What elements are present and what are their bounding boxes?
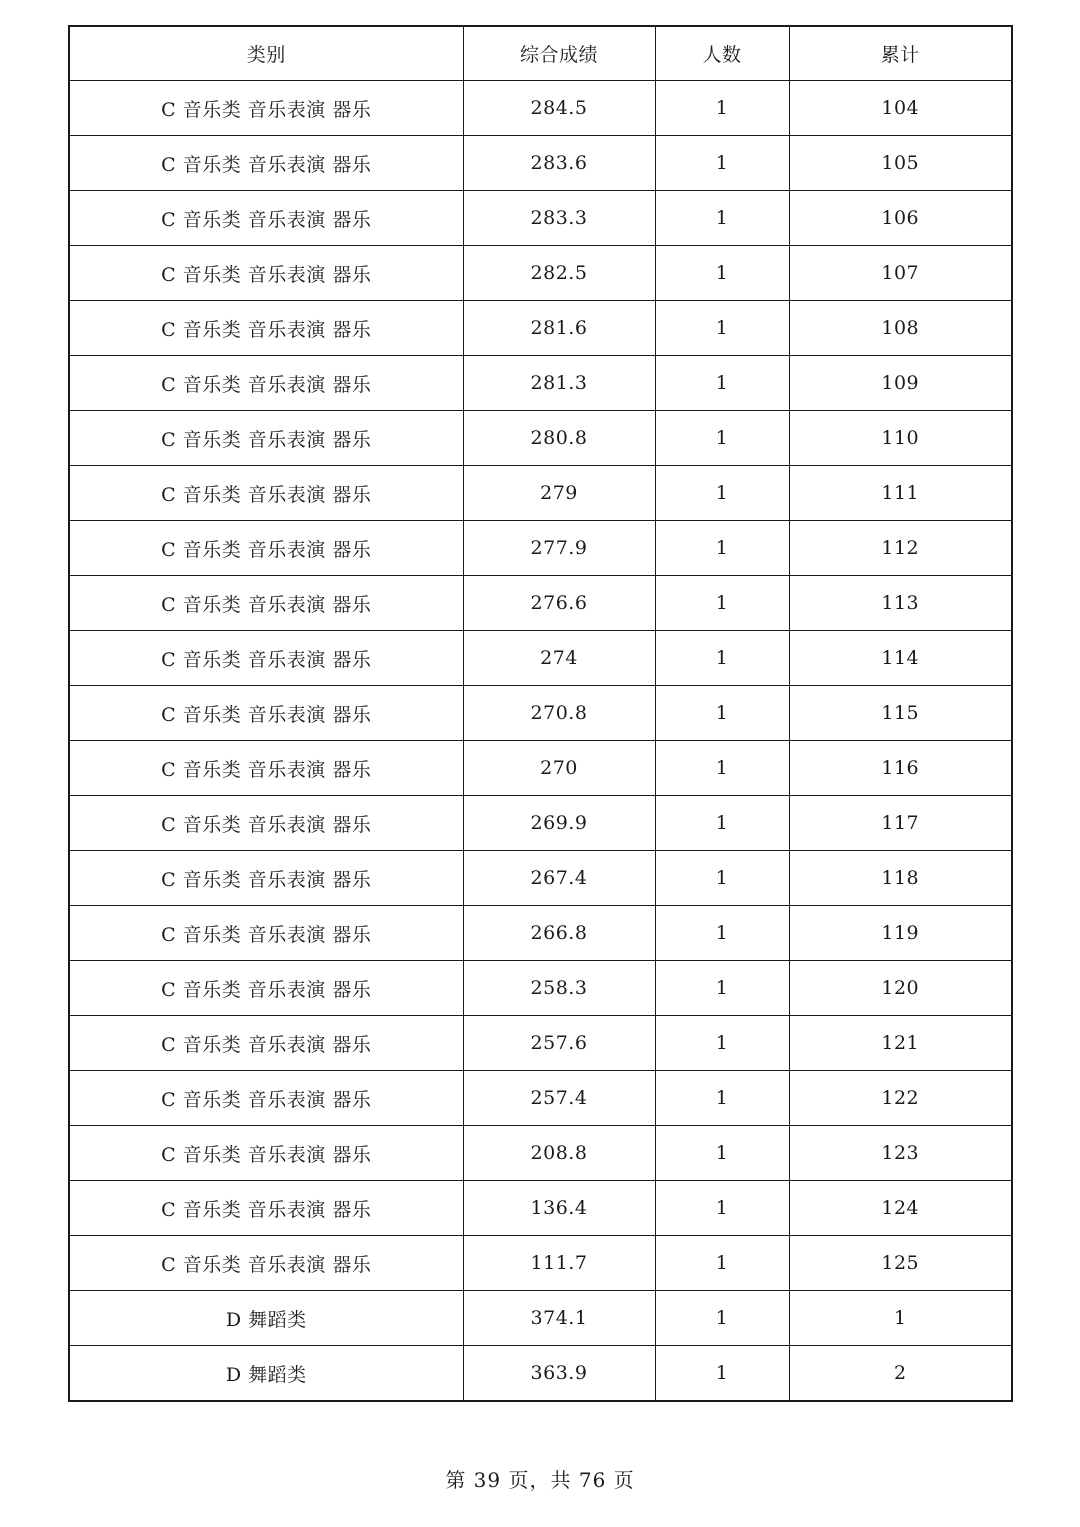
score-cell: 266.8 (463, 906, 655, 961)
cumulative-cell: 125 (789, 1236, 1012, 1291)
category-cell: C 音乐类 音乐表演 器乐 (69, 1071, 463, 1126)
table-row (69, 466, 1012, 521)
score-cell: 111.7 (463, 1236, 655, 1291)
table-row (69, 796, 1012, 851)
category-cell: C 音乐类 音乐表演 器乐 (69, 741, 463, 796)
score-cell: 270 (463, 741, 655, 796)
cumulative-cell: 117 (789, 796, 1012, 851)
cumulative-cell: 121 (789, 1016, 1012, 1071)
count-cell: 1 (655, 906, 789, 961)
score-cell: 277.9 (463, 521, 655, 576)
count-cell: 1 (655, 796, 789, 851)
table-row (69, 1291, 1012, 1346)
score-cell: 279 (463, 466, 655, 521)
table-row (69, 191, 1012, 246)
score-cell: 136.4 (463, 1181, 655, 1236)
header-cumulative: 累计 (789, 26, 1012, 81)
cumulative-cell: 110 (789, 411, 1012, 466)
category-cell: C 音乐类 音乐表演 器乐 (69, 136, 463, 191)
category-cell: D 舞蹈类 (69, 1346, 463, 1402)
score-cell: 258.3 (463, 961, 655, 1016)
table-row (69, 1236, 1012, 1291)
count-cell: 1 (655, 136, 789, 191)
table-row (69, 961, 1012, 1016)
table-row (69, 301, 1012, 356)
score-cell: 208.8 (463, 1126, 655, 1181)
table-row (69, 741, 1012, 796)
table-row (69, 1071, 1012, 1126)
count-cell: 1 (655, 466, 789, 521)
category-cell: C 音乐类 音乐表演 器乐 (69, 796, 463, 851)
cumulative-cell: 113 (789, 576, 1012, 631)
count-cell: 1 (655, 411, 789, 466)
table-row (69, 906, 1012, 961)
count-cell: 1 (655, 851, 789, 906)
category-cell: C 音乐类 音乐表演 器乐 (69, 191, 463, 246)
cumulative-cell: 120 (789, 961, 1012, 1016)
table-row (69, 1016, 1012, 1071)
table-row (69, 1346, 1012, 1402)
category-cell: C 音乐类 音乐表演 器乐 (69, 906, 463, 961)
cumulative-cell: 108 (789, 301, 1012, 356)
count-cell: 1 (655, 631, 789, 686)
cumulative-cell: 122 (789, 1071, 1012, 1126)
category-cell: C 音乐类 音乐表演 器乐 (69, 301, 463, 356)
table-row (69, 1181, 1012, 1236)
count-cell: 1 (655, 191, 789, 246)
category-cell: D 舞蹈类 (69, 1291, 463, 1346)
count-cell: 1 (655, 1126, 789, 1181)
score-cell: 363.9 (463, 1346, 655, 1402)
score-cell: 281.6 (463, 301, 655, 356)
header-score: 综合成绩 (463, 26, 655, 81)
count-cell: 1 (655, 246, 789, 301)
category-cell: C 音乐类 音乐表演 器乐 (69, 1181, 463, 1236)
score-cell: 283.6 (463, 136, 655, 191)
table-row (69, 81, 1012, 136)
table-header-row (69, 26, 1012, 81)
cumulative-cell: 107 (789, 246, 1012, 301)
cumulative-cell: 123 (789, 1126, 1012, 1181)
count-cell: 1 (655, 1346, 789, 1402)
score-cell: 281.3 (463, 356, 655, 411)
header-count: 人数 (655, 26, 789, 81)
cumulative-cell: 2 (789, 1346, 1012, 1402)
cumulative-cell: 112 (789, 521, 1012, 576)
table-row (69, 356, 1012, 411)
category-cell: C 音乐类 音乐表演 器乐 (69, 81, 463, 136)
cumulative-cell: 1 (789, 1291, 1012, 1346)
cumulative-cell: 118 (789, 851, 1012, 906)
table-row (69, 631, 1012, 686)
category-cell: C 音乐类 音乐表演 器乐 (69, 356, 463, 411)
score-cell: 282.5 (463, 246, 655, 301)
category-cell: C 音乐类 音乐表演 器乐 (69, 466, 463, 521)
score-cell: 284.5 (463, 81, 655, 136)
category-cell: C 音乐类 音乐表演 器乐 (69, 576, 463, 631)
count-cell: 1 (655, 686, 789, 741)
cumulative-cell: 111 (789, 466, 1012, 521)
count-cell: 1 (655, 1291, 789, 1346)
category-cell: C 音乐类 音乐表演 器乐 (69, 961, 463, 1016)
score-cell: 374.1 (463, 1291, 655, 1346)
table-row (69, 246, 1012, 301)
table-row (69, 411, 1012, 466)
count-cell: 1 (655, 356, 789, 411)
cumulative-cell: 115 (789, 686, 1012, 741)
category-cell: C 音乐类 音乐表演 器乐 (69, 1236, 463, 1291)
score-cell: 276.6 (463, 576, 655, 631)
score-cell: 274 (463, 631, 655, 686)
count-cell: 1 (655, 1016, 789, 1071)
category-cell: C 音乐类 音乐表演 器乐 (69, 686, 463, 741)
table-body (69, 81, 1012, 1402)
category-cell: C 音乐类 音乐表演 器乐 (69, 246, 463, 301)
score-table (68, 25, 1013, 1402)
count-cell: 1 (655, 961, 789, 1016)
table-row (69, 521, 1012, 576)
cumulative-cell: 109 (789, 356, 1012, 411)
category-cell: C 音乐类 音乐表演 器乐 (69, 851, 463, 906)
cumulative-cell: 119 (789, 906, 1012, 961)
count-cell: 1 (655, 81, 789, 136)
header-category: 类别 (69, 26, 463, 81)
category-cell: C 音乐类 音乐表演 器乐 (69, 1016, 463, 1071)
category-cell: C 音乐类 音乐表演 器乐 (69, 411, 463, 466)
category-cell: C 音乐类 音乐表演 器乐 (69, 631, 463, 686)
table-row (69, 576, 1012, 631)
score-cell: 257.6 (463, 1016, 655, 1071)
cumulative-cell: 114 (789, 631, 1012, 686)
score-cell: 257.4 (463, 1071, 655, 1126)
count-cell: 1 (655, 1071, 789, 1126)
score-cell: 269.9 (463, 796, 655, 851)
table-row (69, 851, 1012, 906)
count-cell: 1 (655, 1236, 789, 1291)
score-cell: 270.8 (463, 686, 655, 741)
table-row (69, 136, 1012, 191)
cumulative-cell: 104 (789, 81, 1012, 136)
count-cell: 1 (655, 301, 789, 356)
category-cell: C 音乐类 音乐表演 器乐 (69, 521, 463, 576)
count-cell: 1 (655, 576, 789, 631)
table-row (69, 686, 1012, 741)
table-row (69, 1126, 1012, 1181)
cumulative-cell: 116 (789, 741, 1012, 796)
score-cell: 267.4 (463, 851, 655, 906)
score-cell: 283.3 (463, 191, 655, 246)
count-cell: 1 (655, 741, 789, 796)
count-cell: 1 (655, 521, 789, 576)
cumulative-cell: 124 (789, 1181, 1012, 1236)
category-cell: C 音乐类 音乐表演 器乐 (69, 1126, 463, 1181)
page-number-footer: 第 39 页，共 76 页 (445, 1468, 635, 1492)
count-cell: 1 (655, 1181, 789, 1236)
cumulative-cell: 106 (789, 191, 1012, 246)
score-cell: 280.8 (463, 411, 655, 466)
cumulative-cell: 105 (789, 136, 1012, 191)
